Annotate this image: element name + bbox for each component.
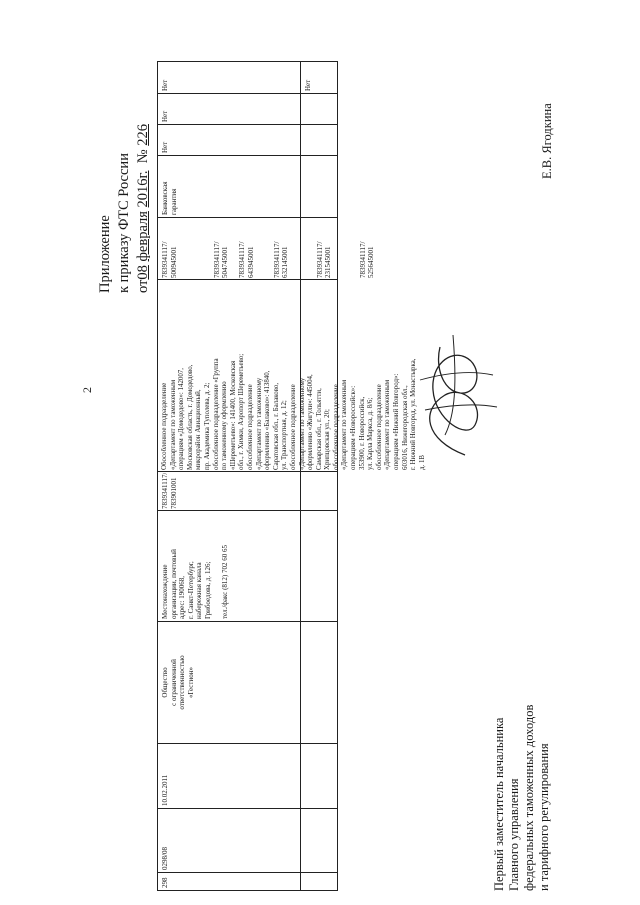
subdivision-kpp-cell: 7839341117/ 500945001 7839341117/ 504745001 7839341117/ 643945001 7839341117/ 632145001 7839341117/ 231545001 7839341117/ 525645001 (161, 241, 376, 278)
column-divider (158, 93, 337, 94)
number-prefix: № (135, 149, 151, 164)
organization-cell: Общество с ограниченной ответственностью «Гестион» (161, 655, 195, 710)
column-divider (158, 217, 337, 218)
column-divider (158, 872, 337, 873)
registration-number-cell: 0298/08 (161, 847, 169, 870)
row-index-cell: 298 (161, 877, 169, 888)
order-reference: к приказу ФТС России (116, 153, 132, 293)
inn-kpp-cell: 7839341117/ 783901001 (161, 473, 178, 509)
column-d-cell: Нет (304, 79, 312, 91)
column-a-cell: Нет (161, 141, 169, 153)
column-divider (158, 621, 337, 622)
address-cell: Местонахождение организации, почтовый адрес: 190068, г. Санкт-Петербург, набережная канала Грибоедова, д. 126; тел./факс (812) 702 60 65 (161, 545, 230, 619)
column-divider (158, 155, 337, 156)
order-number: 226 (135, 124, 151, 146)
order-day: 08 (135, 265, 151, 280)
signer-title-line-3: федеральных таможенных доходов (522, 704, 536, 891)
signer-title-line-2: Главного управления (507, 778, 521, 891)
column-divider (158, 808, 337, 809)
column-divider (158, 124, 337, 125)
row-divider (300, 62, 301, 890)
order-year: 2016г. (135, 170, 151, 208)
order-month: февраля (135, 211, 151, 262)
signer-name: Е.В. Ягодкина (540, 103, 554, 179)
from-prefix: от (135, 279, 151, 293)
column-divider (158, 743, 337, 744)
guarantee-cell: Банковская гарантия (161, 181, 178, 215)
column-divider (158, 510, 337, 511)
signature-block (492, 705, 552, 891)
column-b-cell: Нет (161, 110, 169, 122)
appendix-label: Приложение (97, 215, 113, 293)
column-c-cell: Нет (161, 79, 169, 91)
date-cell: 10.02.2011 (161, 774, 169, 806)
registry-table (157, 61, 426, 891)
signer-title-line-1: Первый заместитель начальника (492, 717, 506, 891)
column-divider (158, 471, 337, 472)
subdivisions-cell: Обособленное подразделение «Департамент по таможенным операциям «Домодедово»: 142007, Московская область, г. Домодедово, микрорайон Авиационный, пр. Академика Туполева, д. 2; обособленное подразделение «Группа по таможенному оформлению «Шереметьево»: 141400, Московская обл., г. Химки, Аэропорт Шереметьево; обособленное подразделение «Департамент по таможенному оформлению «Балаково»: 413840, Саратовская обл., г. Балаково, ул. Транспортная, д. 12; обособленное подразделение «Департамент по таможенному оформлению «Жигули»: 445004, Самарская обл., г. Тольятти, Хрипцовская ул., 20; обособленное подразделение «Департамент по таможенным операциям «Новороссийск»: 353900, г. Новороссийск, ул. Карла Маркса, д. 8/6; обособленное подразделение «Департамент по таможенным операциям «Нижний Новгород»: 603016, Нижегородская обл., г. Нижний Новгород, ул. Монастырка, д. 1В (161, 353, 426, 470)
order-header (96, 63, 153, 293)
page-number: 2 (80, 387, 94, 393)
signer-title-line-4: и тарифного регулирования (537, 743, 551, 891)
handwritten-signature (405, 325, 505, 465)
order-date-line (134, 63, 153, 293)
column-divider (158, 279, 337, 280)
